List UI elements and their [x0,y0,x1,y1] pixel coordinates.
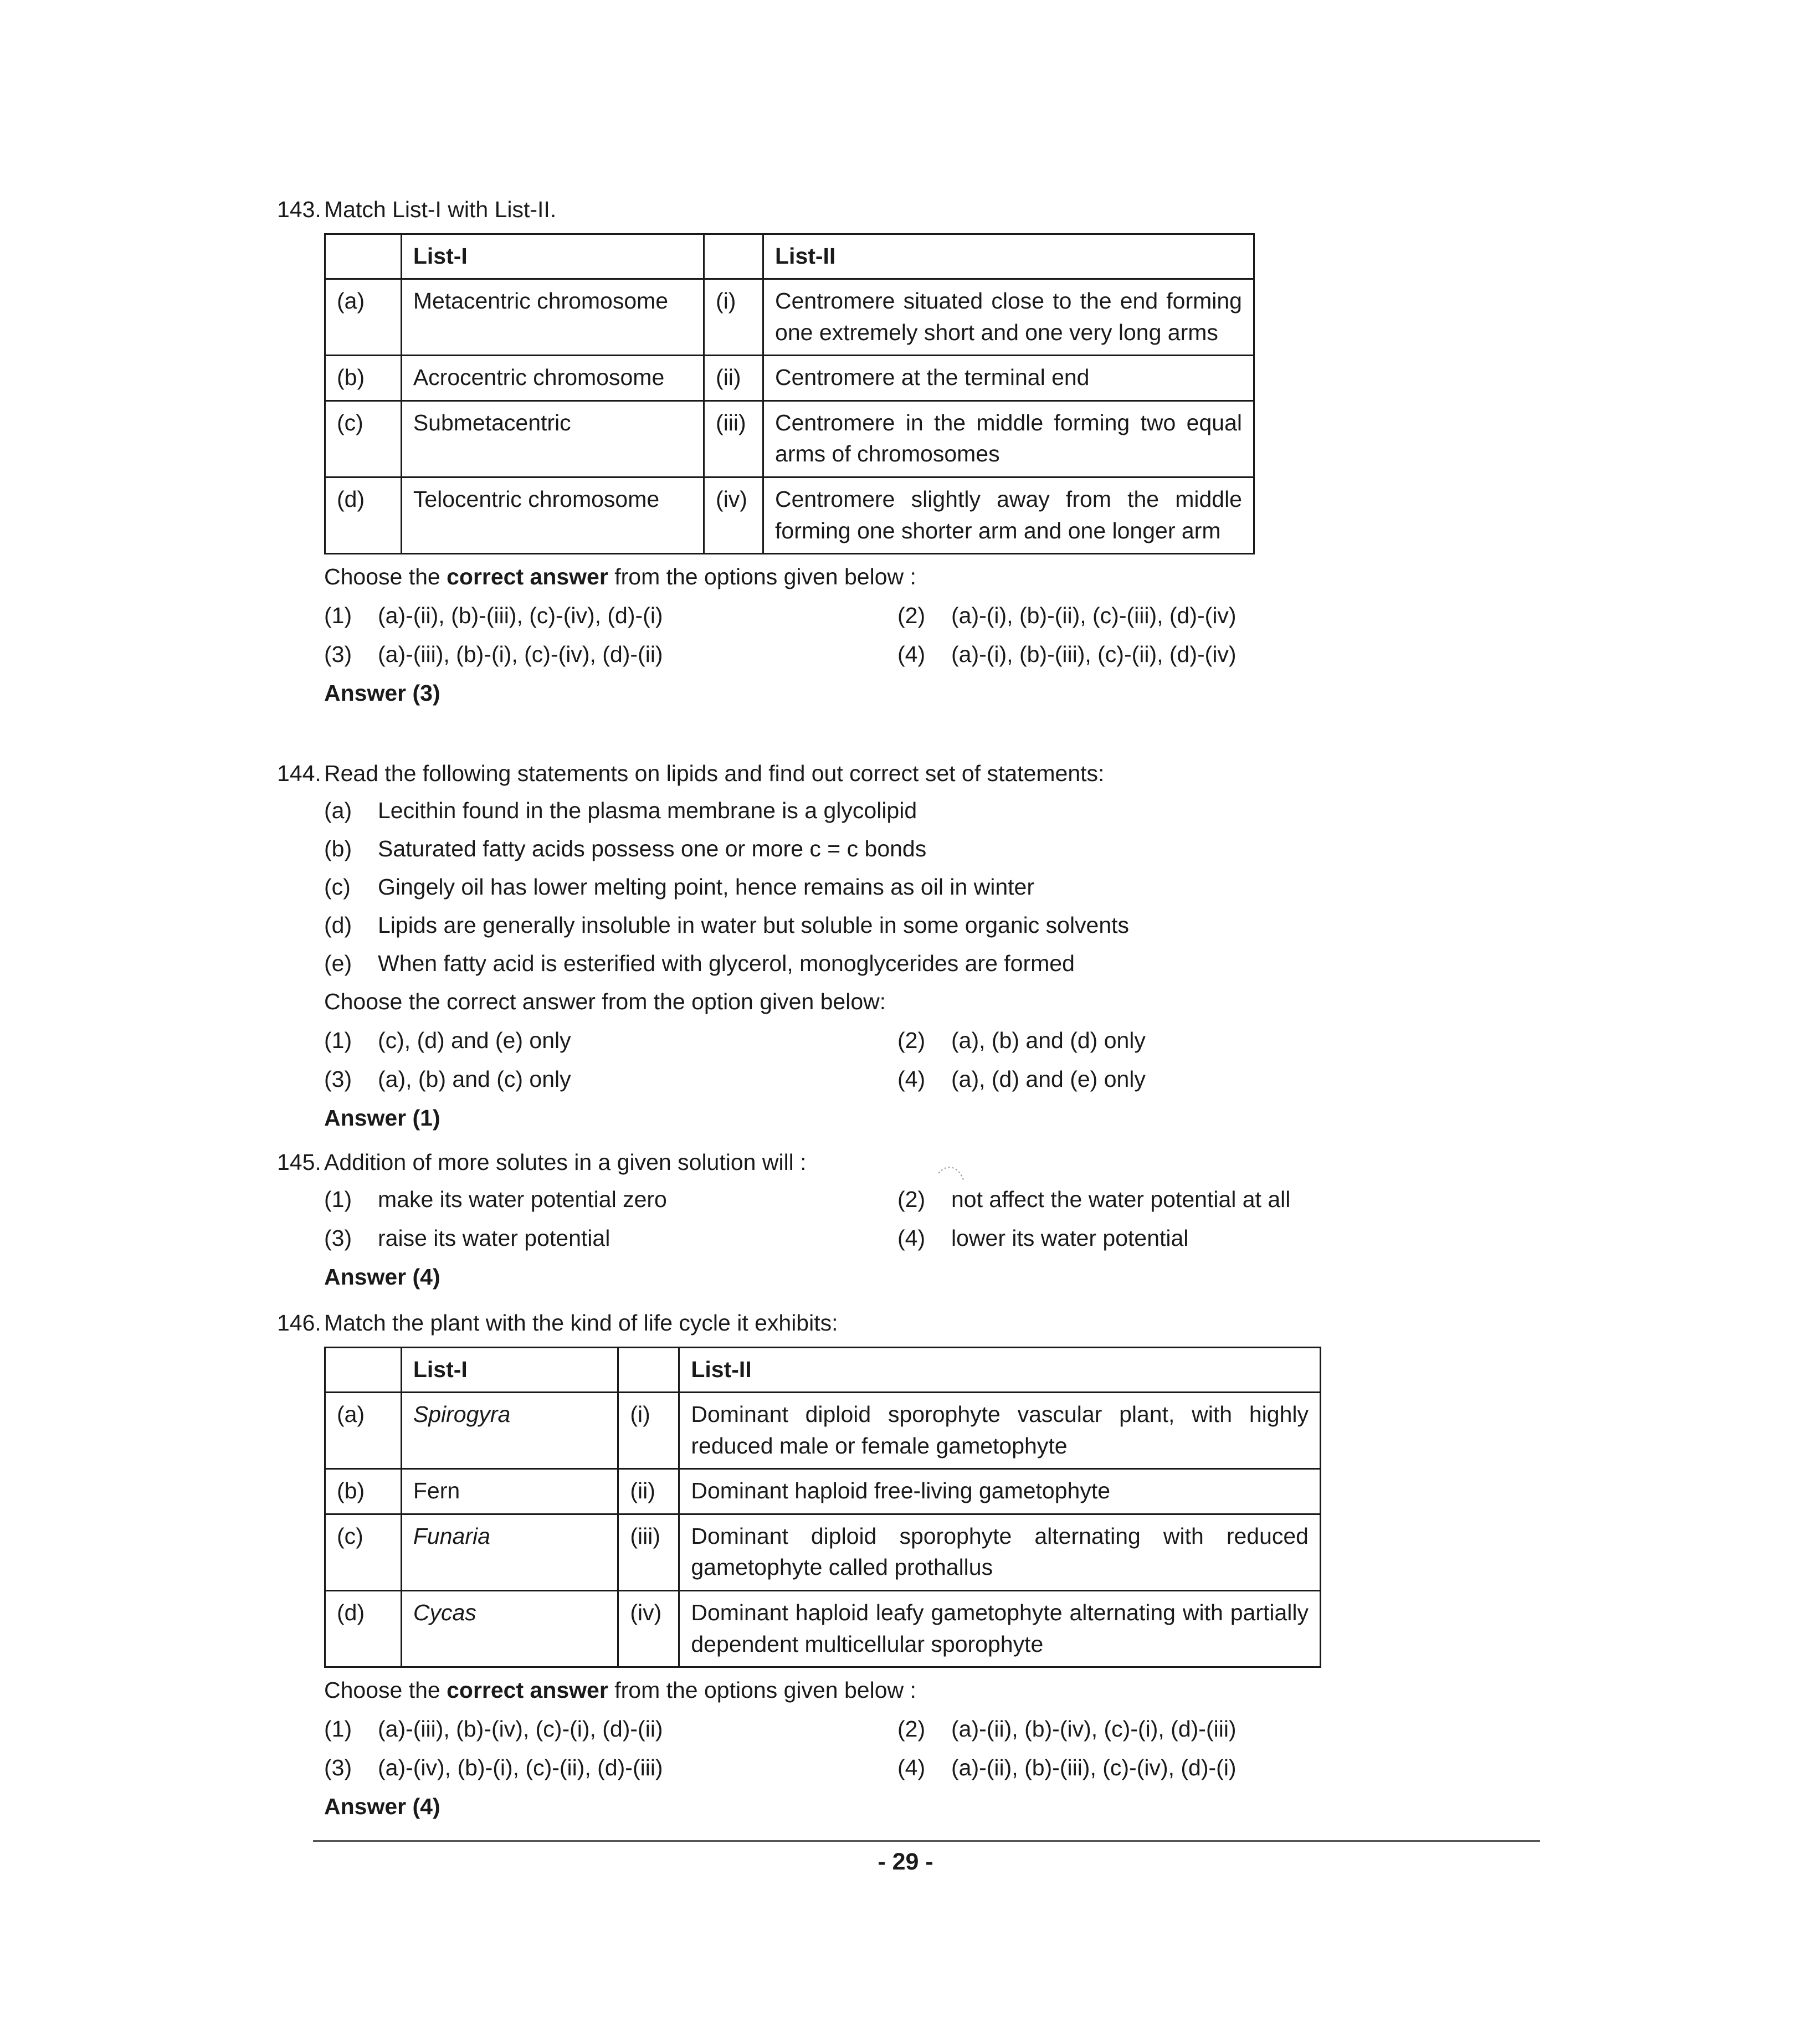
question-text: Read the following statements on lipids and find out correct set of statements: [324,761,1105,786]
row-key: (a) [325,279,402,356]
list-2-header: List-II [679,1347,1321,1393]
table-row [325,1514,1321,1590]
option-number: (3) [324,1225,352,1251]
option-text: (a)-(iii), (b)-(iv), (c)-(i), (d)-(ii) [378,1716,663,1742]
statement-text: Lipids are generally insoluble in water but soluble in some organic solvents [378,912,1130,938]
table-row [325,400,1254,477]
choose-instruction: Choose the correct answer from the option given below: [324,988,886,1014]
table-header-row [325,234,1254,279]
option-number: (3) [324,641,352,667]
table-cell [325,234,402,279]
table-row [325,279,1254,356]
answer-label: Answer (4) [324,1794,440,1820]
row-roman: (i) [704,279,763,356]
question-145 [277,1147,1460,1292]
table-row [325,477,1254,554]
row-roman: (iv) [618,1591,679,1667]
option-text: lower its water potential [951,1225,1189,1251]
page-number: - 29 - [878,1848,933,1875]
option-1[interactable] [324,1184,667,1215]
option-number: (2) [897,1186,926,1212]
question-number: 144. [277,761,321,786]
option-number: (4) [897,1755,926,1781]
option-4[interactable] [897,1223,1188,1254]
list-1-item: Fern [401,1469,618,1514]
row-key: (b) [325,356,402,401]
choose-text: from the options given below : [608,1677,916,1703]
option-text: (a), (d) and (e) only [951,1066,1146,1092]
option-text: make its water potential zero [378,1186,667,1212]
choose-bold-text: correct answer [447,1677,608,1703]
question-146 [277,1307,1460,1822]
row-roman: (iii) [618,1514,679,1590]
row-key: (d) [325,477,402,554]
option-4[interactable] [897,639,1237,670]
statement-text: Saturated fatty acids possess one or more c = c bonds [378,835,927,861]
option-number: (3) [324,1755,352,1781]
choose-bold-text: correct answer [447,564,608,590]
statement-b [324,833,1460,871]
row-key: (b) [325,1469,402,1514]
option-number: (4) [897,1225,926,1251]
list-2-item: Dominant haploid free-living gametophyte [679,1469,1321,1514]
table-row [325,1591,1321,1667]
list-1-item: Submetacentric [401,400,704,477]
option-number: (1) [324,1716,352,1742]
row-roman: (i) [618,1393,679,1469]
statement-text: Lecithin found in the plasma membrane is a glycolipid [378,797,917,823]
option-text: (a)-(ii), (b)-(iii), (c)-(iv), (d)-(i) [378,603,663,629]
option-text: (a)-(ii), (b)-(iv), (c)-(i), (d)-(iii) [951,1716,1237,1742]
answer-label: Answer (4) [324,1264,440,1290]
list-2-item: Dominant haploid leafy gametophyte alternating with partially dependent multicellular sporophyte [679,1591,1321,1667]
row-key: (c) [325,400,402,477]
list-1-item: Acrocentric chromosome [401,356,704,401]
option-number: (1) [324,1186,352,1212]
choose-text: Choose the [324,564,447,590]
row-roman: (iv) [704,477,763,554]
choose-text: Choose the [324,1677,447,1703]
list-1-header: List-I [401,1347,618,1393]
options-row [324,600,1460,639]
statement-a [324,795,1460,833]
table-cell [325,1347,402,1393]
answer-label: Answer (1) [324,1105,440,1131]
option-3[interactable] [324,639,663,670]
statement-e [324,948,1460,986]
question-number: 145. [277,1149,321,1175]
options-row [324,1713,1460,1752]
list-2-item: Centromere situated close to the end forming one extremely short and one very long arms [763,279,1254,356]
table-cell [618,1347,679,1393]
option-1[interactable] [324,1713,663,1745]
table-row [325,1469,1321,1514]
option-1[interactable] [324,1025,571,1056]
list-1-header: List-I [401,234,704,279]
option-2[interactable] [897,1025,1146,1056]
option-text: not affect the water potential at all [951,1186,1291,1212]
list-2-item: Dominant diploid sporophyte alternating with reduced gametophyte called prothallus [679,1514,1321,1590]
options-row [324,639,1460,677]
option-4[interactable] [897,1064,1146,1095]
choose-instruction [324,1675,1460,1713]
row-roman: (ii) [704,356,763,401]
option-text: (a)-(i), (b)-(ii), (c)-(iii), (d)-(iv) [951,603,1237,629]
options-row [324,1064,1460,1102]
question-text: Addition of more solutes in a given solution will : [324,1149,807,1175]
option-number: (1) [324,1027,352,1053]
row-key: (d) [325,1591,402,1667]
list-1-item: Cycas [401,1591,618,1667]
option-number: (4) [897,1066,926,1092]
row-key: (a) [325,1393,402,1469]
option-number: (1) [324,603,352,629]
table-row [325,1393,1321,1469]
option-text: (a), (b) and (d) only [951,1027,1146,1053]
option-3[interactable] [324,1752,663,1784]
statement-key: (c) [324,874,351,900]
table-header-row [325,1347,1321,1393]
choose-text: from the options given below : [608,564,916,590]
list-2-item: Dominant diploid sporophyte vascular plant, with highly reduced male or female gametophyte [679,1393,1321,1469]
list-1-item: Funaria [401,1514,618,1590]
statement-key: (e) [324,950,352,976]
options-row [324,1223,1460,1261]
option-1[interactable] [324,600,663,631]
footer-divider [313,1840,1540,1842]
option-3[interactable] [324,1064,571,1095]
option-text: (c), (d) and (e) only [378,1027,571,1053]
statement-key: (d) [324,912,352,938]
option-text: (a), (b) and (c) only [378,1066,571,1092]
table-cell [704,234,763,279]
choose-instruction [324,561,1460,600]
list-2-item: Centromere slightly away from the middle forming one shorter arm and one longer arm [763,477,1254,554]
row-key: (c) [325,1514,402,1590]
question-number: 143. [277,197,321,222]
option-text: (a)-(ii), (b)-(iii), (c)-(iv), (d)-(i) [951,1755,1237,1781]
options-row [324,1025,1460,1064]
options-row [324,1752,1460,1791]
option-number: (4) [897,641,926,667]
list-1-item: Telocentric chromosome [401,477,704,554]
option-text: raise its water potential [378,1225,610,1251]
option-2[interactable] [897,1713,1237,1745]
option-text: (a)-(iv), (b)-(i), (c)-(ii), (d)-(iii) [378,1755,663,1781]
row-roman: (iii) [704,400,763,477]
list-1-item: Spirogyra [401,1393,618,1469]
scan-mark-decoration [936,1162,969,1190]
option-text: (a)-(i), (b)-(iii), (c)-(ii), (d)-(iv) [951,641,1237,667]
statement-text: When fatty acid is esterified with glycerol, monoglycerides are formed [378,950,1075,976]
row-roman: (ii) [618,1469,679,1514]
question-text: Match List-I with List-II. [324,197,557,222]
options-row [324,1184,1460,1223]
answer-label: Answer (3) [324,680,440,706]
question-number: 146. [277,1310,321,1336]
statement-text: Gingely oil has lower melting point, hence remains as oil in winter [378,874,1035,900]
question-143 [277,194,1460,709]
list-2-header: List-II [763,234,1254,279]
list-1-item: Metacentric chromosome [401,279,704,356]
statement-key: (a) [324,797,352,823]
match-table [324,233,1255,555]
question-text: Match the plant with the kind of life cycle it exhibits: [324,1310,838,1336]
option-number: (3) [324,1066,352,1092]
option-number: (2) [897,1027,926,1053]
statement-key: (b) [324,835,352,861]
option-2[interactable] [897,600,1237,631]
option-3[interactable] [324,1223,610,1254]
table-row [325,356,1254,401]
match-table [324,1347,1321,1668]
scan-mark-icon [936,1162,969,1184]
option-number: (2) [897,1716,926,1742]
question-144 [277,758,1460,1133]
option-text: (a)-(iii), (b)-(i), (c)-(iv), (d)-(ii) [378,641,663,667]
statement-c [324,871,1460,910]
option-number: (2) [897,603,926,629]
statement-d [324,910,1460,948]
option-4[interactable] [897,1752,1237,1784]
list-2-item: Centromere in the middle forming two equal arms of chromosomes [763,400,1254,477]
list-2-item: Centromere at the terminal end [763,356,1254,401]
